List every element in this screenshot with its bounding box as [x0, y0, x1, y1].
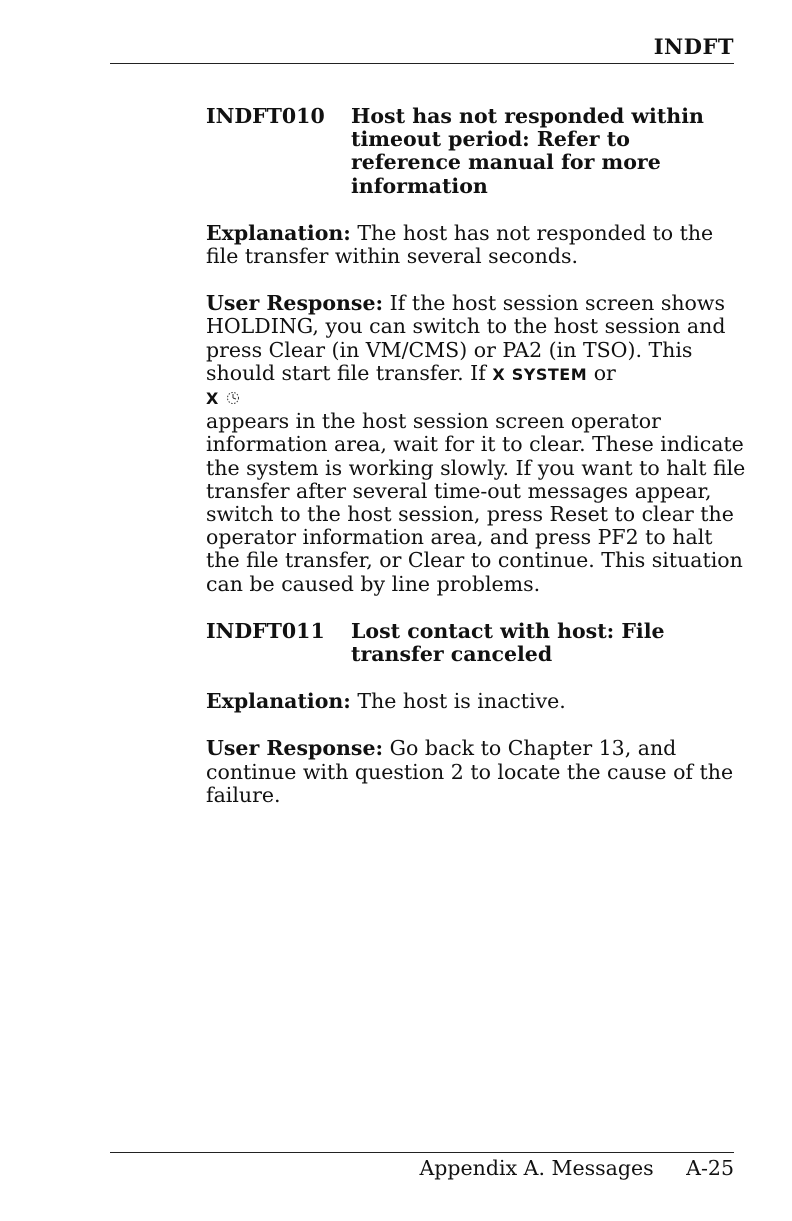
system-indicator: SYSTEM	[511, 364, 588, 384]
message-id: INDFT011	[206, 618, 325, 643]
user-response-label: User Response:	[206, 291, 384, 316]
message-heading-indft011	[206, 620, 746, 666]
user-response-label: User Response:	[206, 736, 384, 761]
header-rule	[110, 63, 734, 64]
footer-rule	[110, 1152, 734, 1153]
page-number: A-25	[686, 1156, 734, 1180]
explanation-label: Explanation:	[206, 220, 351, 245]
user-response-paragraph	[206, 737, 746, 807]
running-header: INDFT	[653, 34, 734, 59]
explanation-label: Explanation:	[206, 689, 351, 714]
message-heading-indft010	[206, 105, 746, 198]
explanation-paragraph	[206, 690, 746, 713]
message-text: Host has not responded within timeout period: Refer to reference manual for more information	[351, 104, 704, 198]
page-footer	[420, 1156, 735, 1180]
message-id: INDFT010	[206, 104, 325, 128]
explanation-paragraph	[206, 222, 746, 268]
x-indicator-icon: X	[206, 389, 219, 409]
message-text: Lost contact with host: File transfer canceled	[351, 618, 665, 667]
page-body	[206, 105, 746, 807]
footer-section: Appendix A. Messages	[419, 1156, 654, 1180]
clock-icon	[225, 387, 241, 401]
user-response-text-continued: appears in the host session screen operator information area, wait for it to clear. These indicate the system is working slowly. If you want to halt file transfer after several time-out messages appear, switch to the host session, press Reset to clear the operator information area, and press PF2 to halt the file transfer, or Clear to continue. This situation can be caused by line problems.	[206, 409, 746, 596]
or-word: or	[593, 360, 616, 385]
explanation-text: The host has not responded to the file transfer within several seconds.	[206, 220, 714, 269]
explanation-text: The host is inactive.	[357, 689, 566, 714]
user-response-text: Go back to Chapter 13, and continue with question 2 to locate the cause of the failure.	[206, 736, 734, 807]
user-response-text: If the host session screen shows HOLDING, you can switch to the host session and press Clear (in VM/CMS) or PA2 (in TSO). This should start file transfer. If	[206, 291, 726, 385]
user-response-paragraph	[206, 292, 746, 596]
x-indicator-icon: X	[492, 364, 506, 384]
